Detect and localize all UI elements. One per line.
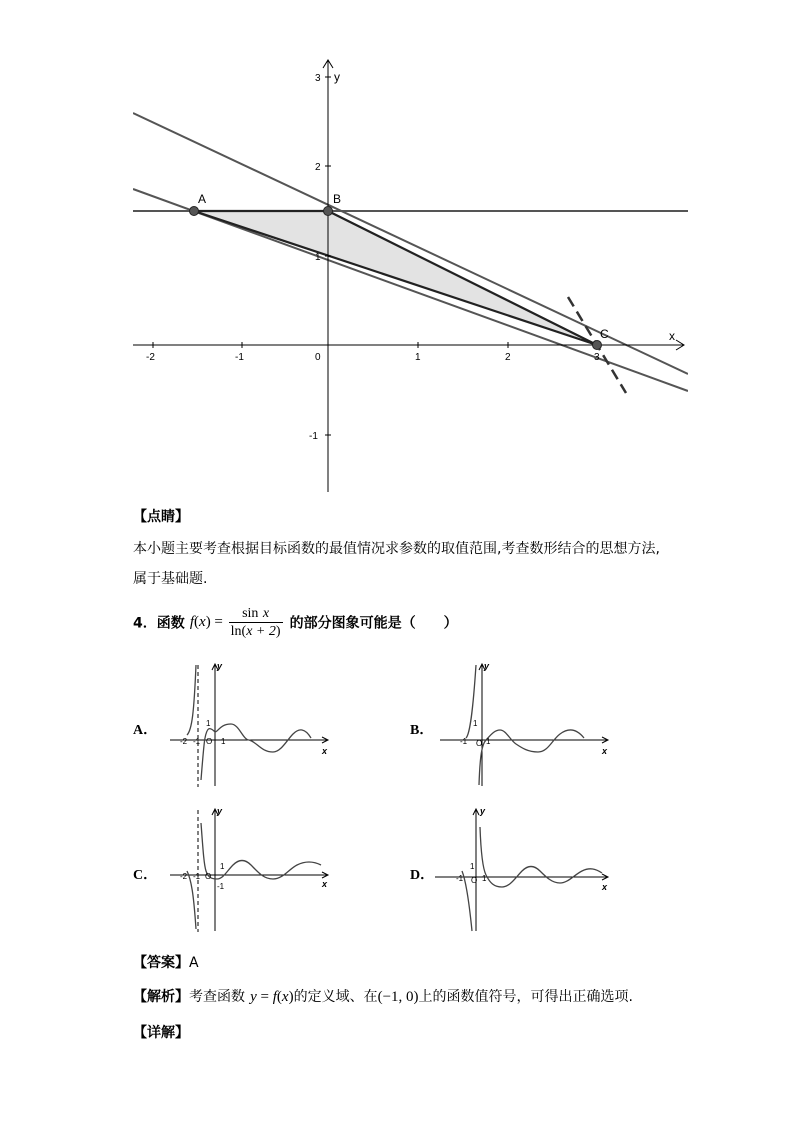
question-tail: 的部分图象可能是（ ） xyxy=(289,615,458,632)
tick-label: -1 xyxy=(193,872,201,881)
tick-label: O xyxy=(476,739,483,748)
option-c-label[interactable]: C． xyxy=(133,868,158,883)
x-axis-label: x xyxy=(322,746,328,756)
tick-label: 1 xyxy=(206,719,211,728)
detail-heading: 【详解】 xyxy=(133,1025,189,1041)
tick-label: -1 xyxy=(193,737,201,746)
analysis-formula: y = f(x) xyxy=(250,989,294,1005)
x-axis-label: x xyxy=(669,329,675,343)
option-c-graph[interactable] xyxy=(165,805,335,935)
answer-value: A xyxy=(189,955,199,971)
option-b-graph[interactable] xyxy=(430,660,615,790)
tick-label: 1 xyxy=(486,737,491,746)
tick-label: 1 xyxy=(473,719,478,728)
tick-label: -1 xyxy=(460,737,468,746)
point-b-label: B xyxy=(333,192,342,206)
answer-heading: 【答案】 xyxy=(133,955,189,971)
function-fraction: $\frac{\text{sin x}}{\ln(x + 2)}$ xyxy=(230,606,281,639)
tick-label: 1 xyxy=(482,874,487,883)
point-a xyxy=(190,207,199,216)
option-d-label[interactable]: D． xyxy=(410,868,435,883)
y-tick-label: 1 xyxy=(315,252,321,263)
analysis-line: 【解析】考查函数 y = f(x)的定义域、在(−1, 0)上的函数值符号，可得出正确选项. xyxy=(133,989,633,1005)
point-c-label: C xyxy=(600,327,609,341)
tick-label: O xyxy=(205,872,212,881)
x-tick-label: 3 xyxy=(594,352,600,363)
y-axis-label: y xyxy=(217,806,223,816)
triangle-edges xyxy=(194,211,597,345)
point-c xyxy=(593,341,602,350)
dianjing-line-1: 本小题主要考查根据目标函数的最值情况求参数的取值范围,考查数形结合的思想方法, xyxy=(133,541,660,557)
option-d-graph[interactable] xyxy=(430,805,615,935)
x-axis-label: x xyxy=(602,746,608,756)
answer-line xyxy=(133,952,199,972)
feasible-region-graph xyxy=(0,0,794,500)
x-tick-label: -1 xyxy=(235,352,244,363)
x-axis-label: x xyxy=(322,879,328,889)
y-axis-label: y xyxy=(484,661,490,671)
y-axis-label: y xyxy=(480,806,486,816)
dianjing-line-2: 属于基础题. xyxy=(133,571,208,587)
option-b-label[interactable]: B． xyxy=(410,723,434,738)
y-tick-label: 3 xyxy=(315,73,321,84)
x-tick-label: -2 xyxy=(146,352,155,363)
tick-label: -2 xyxy=(180,872,188,881)
tick-label: O xyxy=(471,876,478,885)
x-tick-label: 0 xyxy=(315,352,321,363)
question-4 xyxy=(133,605,458,640)
question-number: 4．函数 xyxy=(133,615,185,632)
x-axis-label: x xyxy=(602,882,608,892)
y-axis-label: y xyxy=(217,661,223,671)
tick-label: -2 xyxy=(180,737,188,746)
tick-label: 1 xyxy=(220,862,225,871)
y-tick-label: -1 xyxy=(309,431,318,442)
point-b xyxy=(324,207,333,216)
tick-label: -1 xyxy=(217,882,225,891)
tick-label: -1 xyxy=(456,874,464,883)
tick-label: 1 xyxy=(221,737,226,746)
analysis-interval: −1, 0 xyxy=(382,989,414,1005)
tick-label: O xyxy=(206,737,213,746)
dianjing-heading: 【点睛】 xyxy=(133,509,189,525)
x-tick-label: 1 xyxy=(415,352,421,363)
x-tick-label: 2 xyxy=(505,352,511,363)
point-a-label: A xyxy=(198,192,207,206)
tick-label: 1 xyxy=(470,862,475,871)
option-a-graph[interactable] xyxy=(165,660,335,790)
y-tick-label: 2 xyxy=(315,162,321,173)
func-lhs: f(x) = xyxy=(189,614,223,630)
option-a-label[interactable]: A． xyxy=(133,723,158,738)
y-axis-label: y xyxy=(334,70,340,84)
analysis-heading: 【解析】 xyxy=(133,989,189,1005)
